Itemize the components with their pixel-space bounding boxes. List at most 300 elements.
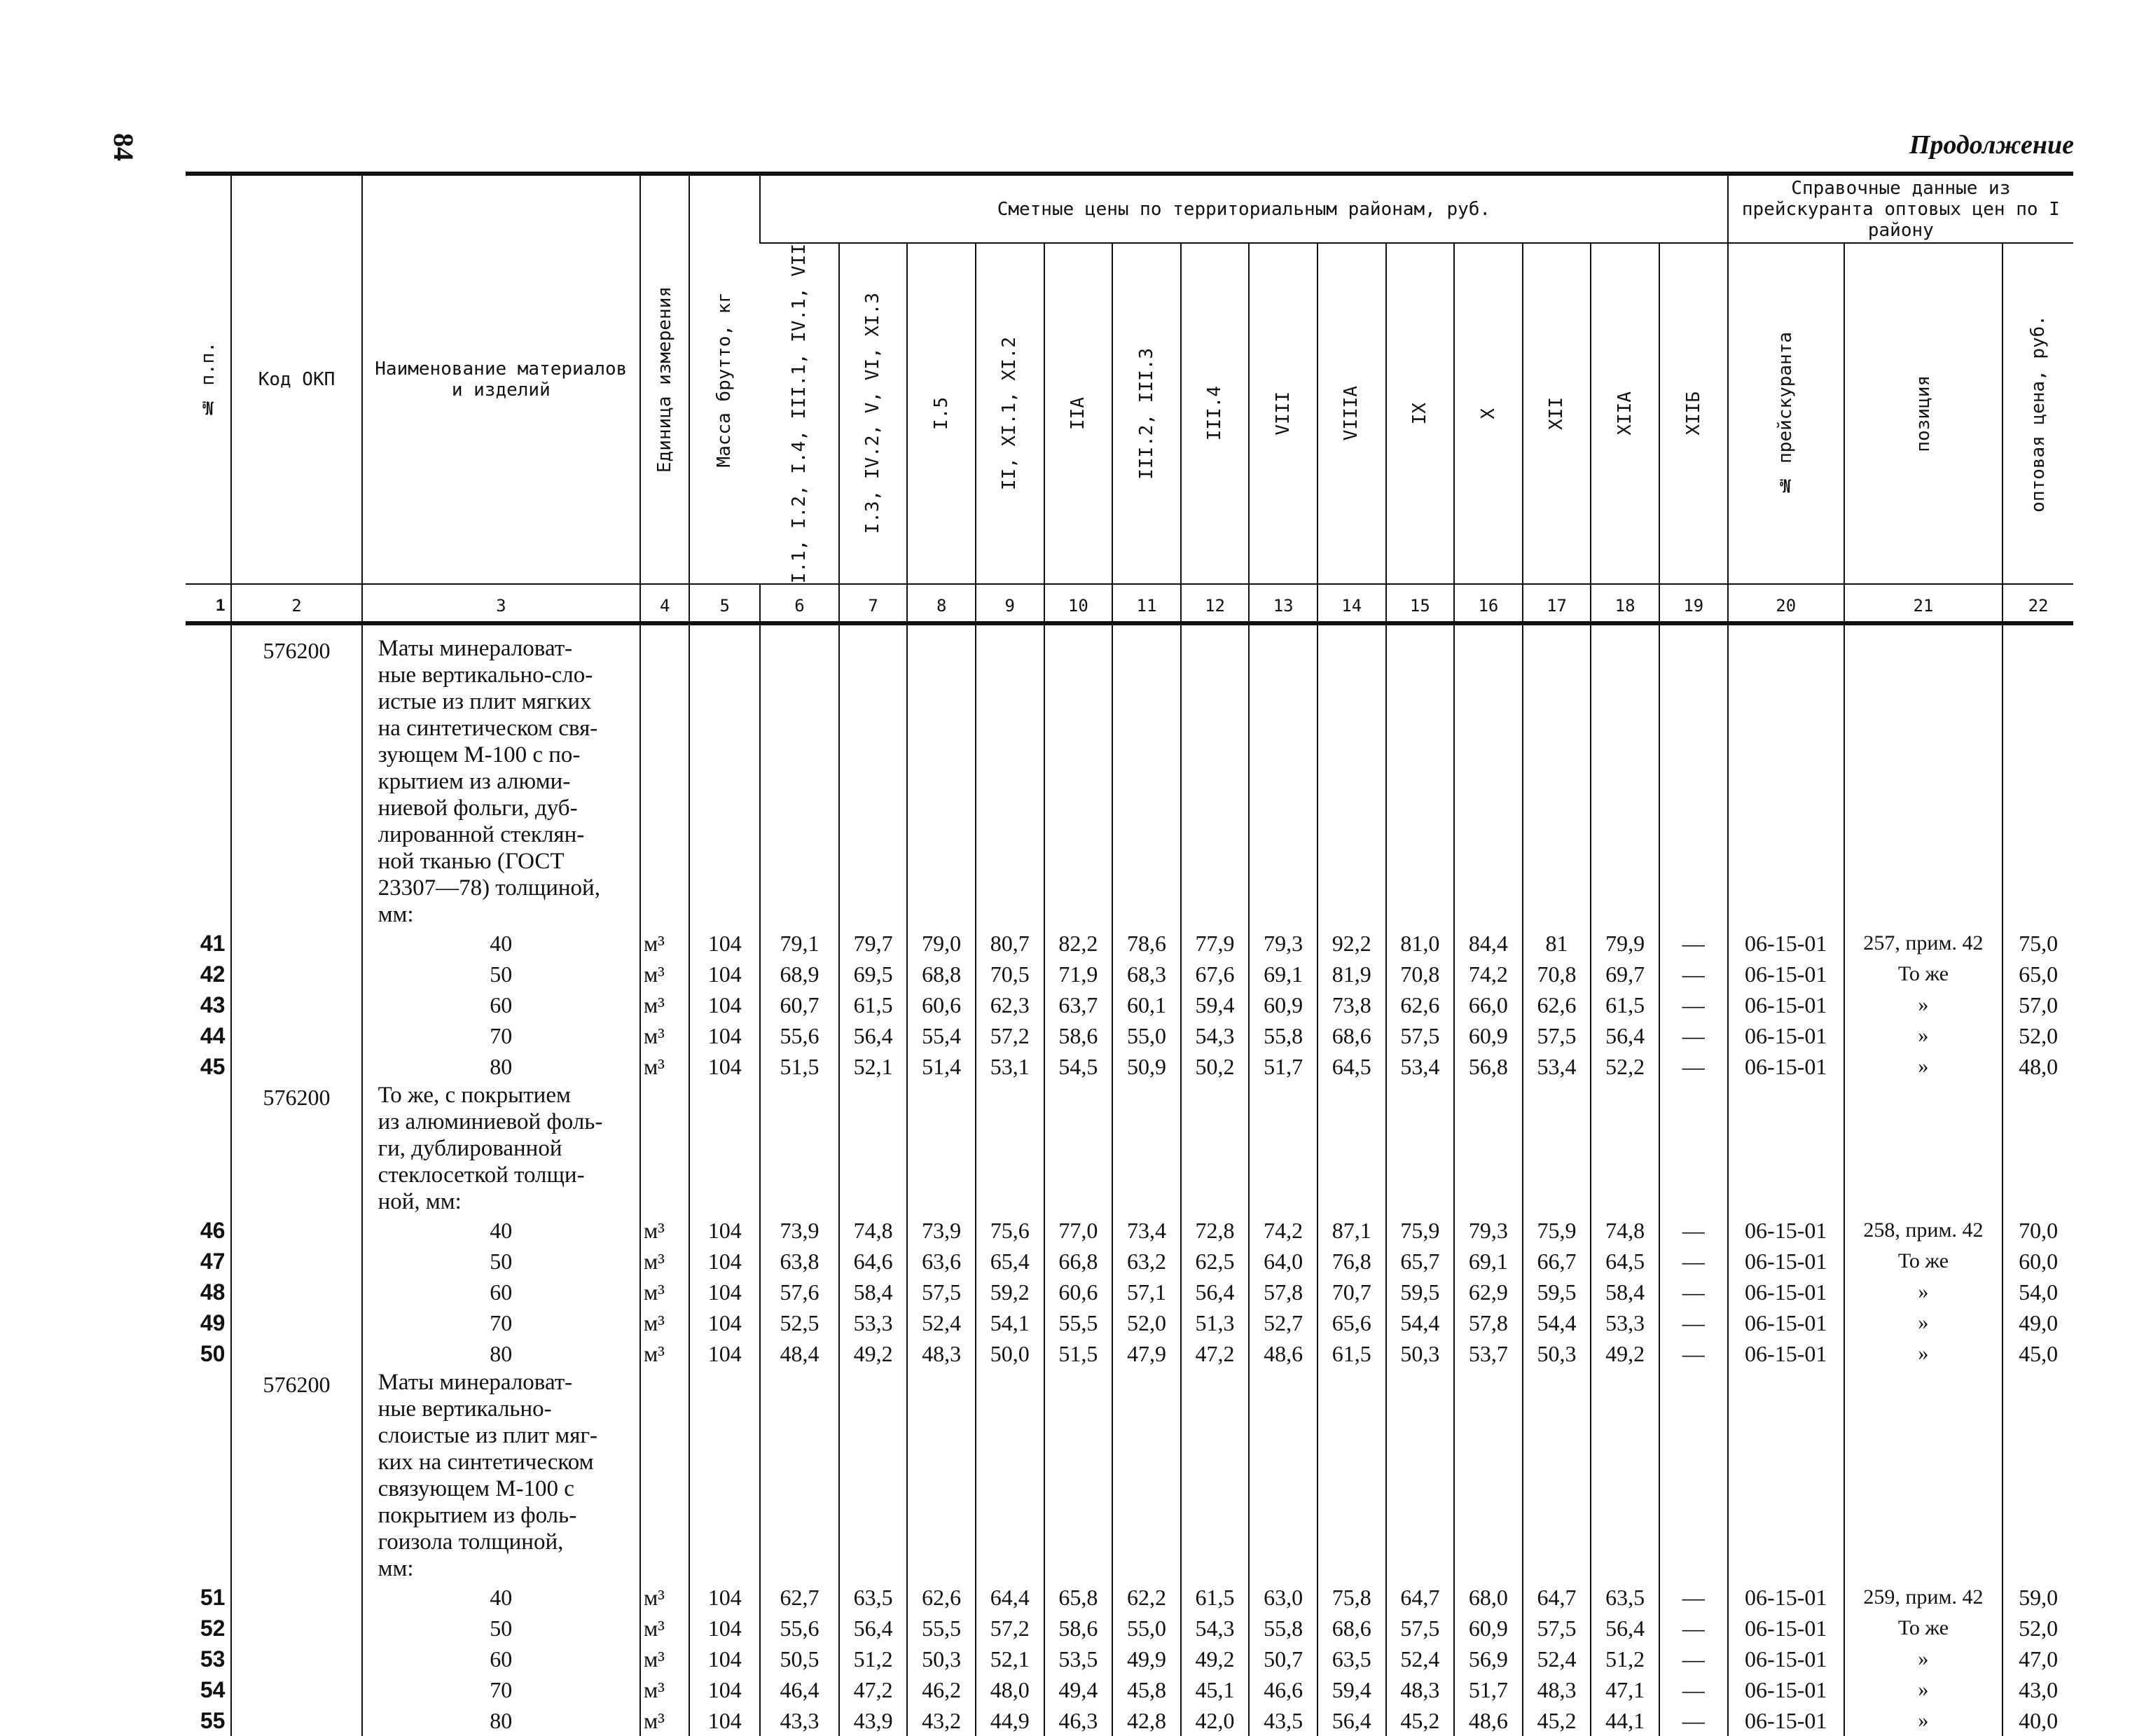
spacer-cell [1317, 623, 1386, 635]
thickness: 70 [362, 1020, 640, 1051]
region-price: — [1659, 1277, 1728, 1307]
row-index: 49 [200, 1310, 226, 1336]
mass: 104 [689, 1246, 760, 1277]
pricelist-number: 06-15-01 [1728, 1307, 1844, 1338]
region-price: 52,4 [907, 1307, 976, 1338]
thickness: 40 [362, 1582, 640, 1613]
material-name-line: стеклосеткой толщи- [378, 1162, 585, 1188]
region-price: 64,6 [839, 1246, 908, 1277]
region-price: 52,2 [1591, 1051, 1659, 1082]
region-price: 60,9 [1454, 1020, 1523, 1051]
spacer-cell [907, 623, 976, 635]
region-price: 55,0 [1112, 1613, 1181, 1644]
header-region-label: I.3, IV.2, V, VI, XI.3 [862, 293, 884, 534]
region-price: 56,4 [1591, 1020, 1659, 1051]
header-region-label: III.4 [1204, 386, 1226, 441]
empty-cell [760, 1369, 839, 1582]
region-price: 71,9 [1044, 959, 1113, 989]
table-row [186, 1644, 2073, 1674]
header-region-column [2003, 243, 2073, 584]
empty-cell [2003, 1369, 2073, 1582]
unit: м³ [640, 959, 689, 989]
region-price: 63,8 [760, 1246, 839, 1277]
region-price: 69,1 [1454, 1246, 1523, 1277]
region-price: 74,2 [1249, 1215, 1317, 1246]
empty-cell [1249, 1369, 1317, 1582]
region-price: 56,9 [1454, 1644, 1523, 1674]
region-price: 57,2 [976, 1613, 1044, 1644]
region-price: 59,4 [1181, 989, 1250, 1020]
region-price: 53,5 [1044, 1644, 1113, 1674]
table-row [186, 928, 2073, 959]
okp-code [231, 1215, 361, 1246]
pricelist-position: » [1844, 989, 2003, 1020]
pricelist-number: 06-15-01 [1728, 1020, 1844, 1051]
region-price: 77,0 [1044, 1215, 1113, 1246]
empty-cell [640, 635, 689, 928]
region-price: 62,6 [1386, 989, 1455, 1020]
row-index: 42 [200, 961, 226, 987]
pricelist-position: » [1844, 1644, 2003, 1674]
thickness: 60 [362, 989, 640, 1020]
pricelist-position: » [1844, 1338, 2003, 1369]
region-price: 81 [1523, 928, 1591, 959]
empty-cell [1523, 1369, 1591, 1582]
region-price: — [1659, 1613, 1728, 1644]
empty-cell [1844, 635, 2003, 928]
empty-cell [907, 635, 976, 928]
region-price: 73,9 [907, 1215, 976, 1246]
region-price: 64,7 [1386, 1582, 1455, 1613]
unit: м³ [640, 1338, 689, 1369]
empty-cell [907, 1369, 976, 1582]
empty-cell [1454, 635, 1523, 928]
thickness: 50 [362, 1613, 640, 1644]
thickness: 60 [362, 1644, 640, 1674]
header-region-column [1728, 243, 1844, 584]
material-name [362, 1082, 640, 1215]
region-price: 48,3 [907, 1338, 976, 1369]
pricelist-position: 259, прим. 42 [1844, 1582, 2003, 1613]
pricelist-position: » [1844, 1277, 2003, 1307]
table-row [186, 1246, 2073, 1277]
empty-cell [976, 635, 1044, 928]
mass: 104 [689, 1020, 760, 1051]
region-price: 51,5 [1044, 1338, 1113, 1369]
unit: м³ [640, 1277, 689, 1307]
wholesale-price: 60,0 [2003, 1246, 2073, 1277]
material-name-line: лированной стеклян- [378, 822, 585, 848]
unit: м³ [640, 1020, 689, 1051]
region-price: 66,0 [1454, 989, 1523, 1020]
region-price: 60,7 [760, 989, 839, 1020]
region-price: 73,9 [760, 1215, 839, 1246]
region-price: 82,2 [1044, 928, 1113, 959]
region-price: 50,2 [1181, 1051, 1250, 1082]
region-price: — [1659, 1307, 1728, 1338]
region-price: 79,9 [1591, 928, 1659, 959]
region-price: — [1659, 959, 1728, 989]
region-price: 54,3 [1181, 1613, 1250, 1644]
region-price: 53,3 [1591, 1307, 1659, 1338]
okp-code [231, 1613, 361, 1644]
wholesale-price: 57,0 [2003, 989, 2073, 1020]
material-name-line: 23307—78) толщиной, [378, 875, 600, 901]
column-number: 8 [907, 584, 976, 623]
region-price: 57,5 [1386, 1020, 1455, 1051]
pricelist-position: » [1844, 1307, 2003, 1338]
column-number: 17 [1523, 584, 1591, 623]
mass: 104 [689, 1644, 760, 1674]
material-name-line: Маты минераловат- [378, 636, 573, 662]
region-price: 57,8 [1454, 1307, 1523, 1338]
mass: 104 [689, 1613, 760, 1644]
unit: м³ [640, 1644, 689, 1674]
spacer-cell [231, 623, 361, 635]
region-price: 52,7 [1249, 1307, 1317, 1338]
region-price: 79,1 [760, 928, 839, 959]
row-index [186, 635, 231, 928]
region-price: 73,4 [1112, 1215, 1181, 1246]
row-index: 46 [200, 1218, 226, 1244]
okp-code [231, 989, 361, 1020]
table-row [186, 1307, 2073, 1338]
region-price: 65,7 [1386, 1246, 1455, 1277]
empty-cell [640, 1369, 689, 1582]
empty-cell [1728, 1082, 1844, 1215]
okp-code [231, 959, 361, 989]
spacer-cell [362, 623, 640, 635]
region-price: 43,5 [1249, 1705, 1317, 1736]
wholesale-price: 75,0 [2003, 928, 2073, 959]
header-region-column [1317, 243, 1386, 584]
spacer-cell [1112, 623, 1181, 635]
region-price: 62,6 [1523, 989, 1591, 1020]
row-index: 54 [200, 1677, 226, 1703]
pricelist-number: 06-15-01 [1728, 1277, 1844, 1307]
region-price: 47,2 [1181, 1338, 1250, 1369]
region-price: 52,0 [1112, 1307, 1181, 1338]
region-price: 68,6 [1317, 1020, 1386, 1051]
row-index [186, 1369, 231, 1582]
region-price: 73,8 [1317, 989, 1386, 1020]
mass: 104 [689, 1674, 760, 1705]
header-region-column [1181, 243, 1250, 584]
header-region-label: № прейскуранта [1775, 331, 1797, 496]
region-price: 65,4 [976, 1246, 1044, 1277]
table-row [186, 1215, 2073, 1246]
region-price: 43,2 [907, 1705, 976, 1736]
unit: м³ [640, 1307, 689, 1338]
region-price: 44,1 [1591, 1705, 1659, 1736]
empty-cell [1249, 1082, 1317, 1215]
material-name-line: мм: [378, 1556, 414, 1582]
region-price: 65,6 [1317, 1307, 1386, 1338]
column-number: 2 [231, 584, 361, 623]
unit: м³ [640, 1705, 689, 1736]
okp-code [231, 1674, 361, 1705]
empty-cell [1044, 1369, 1113, 1582]
header-okp: Код ОКП [231, 174, 361, 584]
empty-cell [689, 1082, 760, 1215]
header-price-group: Сметные цены по территориальным районам, руб. [760, 174, 1728, 243]
material-name-line: связующем М-100 с [378, 1476, 574, 1502]
pricelist-position: » [1844, 1020, 2003, 1051]
spacer-cell [976, 623, 1044, 635]
okp-code [231, 1020, 361, 1051]
unit: м³ [640, 1674, 689, 1705]
table-row [186, 959, 2073, 989]
thickness: 50 [362, 1246, 640, 1277]
empty-cell [2003, 1082, 2073, 1215]
row-index: 50 [200, 1341, 226, 1367]
region-price: 57,6 [760, 1277, 839, 1307]
empty-cell [1386, 635, 1455, 928]
region-price: 43,3 [760, 1705, 839, 1736]
region-price: 62,3 [976, 989, 1044, 1020]
region-price: 68,9 [760, 959, 839, 989]
region-price: 52,1 [976, 1644, 1044, 1674]
mass: 104 [689, 1582, 760, 1613]
pricelist-number: 06-15-01 [1728, 1246, 1844, 1277]
thickness: 50 [362, 959, 640, 989]
column-number: 14 [1317, 584, 1386, 623]
material-name-line: ные вертикально-сло- [378, 662, 593, 688]
material-name-line: слоистые из плит мяг- [378, 1423, 597, 1449]
region-price: 62,6 [907, 1582, 976, 1613]
region-price: 75,9 [1523, 1215, 1591, 1246]
header-region-label: I.1, I.2, I.4, III.1, IV.1, VII [788, 244, 810, 584]
region-price: 77,9 [1181, 928, 1250, 959]
material-name-line: истые из плит мягких [378, 689, 592, 715]
header-index: № п.п. [186, 174, 231, 584]
pricelist-number: 06-15-01 [1728, 1644, 1844, 1674]
header-region-label: оптовая цена, руб. [2027, 314, 2049, 513]
region-price: 52,4 [1523, 1644, 1591, 1674]
region-price: — [1659, 1582, 1728, 1613]
region-price: — [1659, 1674, 1728, 1705]
header-region-label: VIIIA [1341, 386, 1362, 441]
region-price: 69,7 [1591, 959, 1659, 989]
header-region-label: III.2, III.3 [1135, 347, 1157, 480]
pricelist-number: 06-15-01 [1728, 1338, 1844, 1369]
header-region-column [1112, 243, 1181, 584]
region-price: 70,7 [1317, 1277, 1386, 1307]
region-price: 55,6 [760, 1020, 839, 1051]
empty-cell [1844, 1369, 2003, 1582]
thickness: 40 [362, 928, 640, 959]
pricelist-number: 06-15-01 [1728, 989, 1844, 1020]
column-number: 5 [689, 584, 760, 623]
empty-cell [1181, 1082, 1250, 1215]
region-price: 57,5 [1523, 1613, 1591, 1644]
region-price: 46,2 [907, 1674, 976, 1705]
region-price: 70,5 [976, 959, 1044, 989]
row-index: 43 [200, 992, 226, 1018]
okp-code: 576200 [231, 1082, 361, 1215]
thickness: 80 [362, 1338, 640, 1369]
column-number: 3 [362, 584, 640, 623]
empty-cell [1728, 635, 1844, 928]
okp-code [231, 1582, 361, 1613]
region-price: 66,8 [1044, 1246, 1113, 1277]
region-price: 49,2 [1591, 1338, 1659, 1369]
region-price: 48,3 [1386, 1674, 1455, 1705]
material-name-line: из алюминиевой фоль- [378, 1109, 603, 1135]
region-price: — [1659, 1246, 1728, 1277]
group-heading-row [186, 635, 2073, 928]
row-index: 48 [200, 1279, 226, 1305]
thickness: 60 [362, 1277, 640, 1307]
material-name [362, 1369, 640, 1582]
region-price: 47,9 [1112, 1338, 1181, 1369]
region-price: 92,2 [1317, 928, 1386, 959]
wholesale-price: 52,0 [2003, 1020, 2073, 1051]
region-price: 62,9 [1454, 1277, 1523, 1307]
wholesale-price: 40,0 [2003, 1705, 2073, 1736]
empty-cell [1044, 1082, 1113, 1215]
okp-code [231, 1051, 361, 1082]
mass: 104 [689, 1338, 760, 1369]
region-price: 53,4 [1523, 1051, 1591, 1082]
unit: м³ [640, 1246, 689, 1277]
region-price: 60,9 [1454, 1613, 1523, 1644]
material-name-line: ких на синтетическом [378, 1450, 594, 1475]
region-price: 68,8 [907, 959, 976, 989]
table-row [186, 1613, 2073, 1644]
region-price: 48,4 [760, 1338, 839, 1369]
region-price: 53,4 [1386, 1051, 1455, 1082]
region-price: 64,5 [1317, 1051, 1386, 1082]
region-price: — [1659, 1705, 1728, 1736]
region-price: 48,6 [1249, 1338, 1317, 1369]
spacer-cell [1181, 623, 1250, 635]
region-price: 50,3 [1523, 1338, 1591, 1369]
region-price: 50,5 [760, 1644, 839, 1674]
region-price: 74,8 [1591, 1215, 1659, 1246]
wholesale-price: 52,0 [2003, 1613, 2073, 1644]
row-index: 51 [200, 1585, 226, 1611]
empty-cell [1659, 1082, 1728, 1215]
material-name-line: покрытием из фоль- [378, 1503, 577, 1529]
region-price: 45,1 [1181, 1674, 1250, 1705]
region-price: 46,3 [1044, 1705, 1113, 1736]
region-price: 47,1 [1591, 1674, 1659, 1705]
spacer-cell [1386, 623, 1455, 635]
pricelist-position: То же [1844, 1613, 2003, 1644]
region-price: 56,4 [1591, 1613, 1659, 1644]
unit: м³ [640, 928, 689, 959]
spacer-cell [2003, 623, 2073, 635]
region-price: 57,5 [1523, 1020, 1591, 1051]
column-number: 18 [1591, 584, 1659, 623]
region-price: 79,3 [1454, 1215, 1523, 1246]
region-price: — [1659, 928, 1728, 959]
region-price: 63,5 [1591, 1582, 1659, 1613]
table-row [186, 1705, 2073, 1736]
empty-cell [1386, 1082, 1455, 1215]
region-price: 58,4 [1591, 1277, 1659, 1307]
region-price: 50,0 [976, 1338, 1044, 1369]
material-name-line: гоизола толщиной, [378, 1529, 564, 1555]
column-number: 12 [1181, 584, 1250, 623]
region-price: 69,5 [839, 959, 908, 989]
row-index: 45 [200, 1054, 226, 1080]
region-price: 60,9 [1249, 989, 1317, 1020]
region-price: 51,7 [1454, 1674, 1523, 1705]
pricelist-number: 06-15-01 [1728, 1613, 1844, 1644]
header-region-label: IX [1409, 402, 1431, 425]
region-price: 62,7 [760, 1582, 839, 1613]
region-price: 55,0 [1112, 1020, 1181, 1051]
empty-cell [907, 1082, 976, 1215]
region-price: 81,9 [1317, 959, 1386, 989]
column-number: 21 [1844, 584, 2003, 623]
region-price: 65,8 [1044, 1582, 1113, 1613]
region-price: 59,2 [976, 1277, 1044, 1307]
region-price: — [1659, 1020, 1728, 1051]
region-price: 51,7 [1249, 1051, 1317, 1082]
region-price: 53,7 [1454, 1338, 1523, 1369]
continuation-label: Продолжение [1909, 130, 2074, 160]
region-price: 58,4 [839, 1277, 908, 1307]
column-number: 6 [760, 584, 839, 623]
region-price: 58,6 [1044, 1613, 1113, 1644]
header-region-column [976, 243, 1044, 584]
unit: м³ [640, 1613, 689, 1644]
region-price: 76,8 [1317, 1246, 1386, 1277]
region-price: 53,1 [976, 1051, 1044, 1082]
region-price: 45,2 [1386, 1705, 1455, 1736]
region-price: 60,6 [907, 989, 976, 1020]
column-number: 4 [640, 584, 689, 623]
region-price: 63,6 [907, 1246, 976, 1277]
header-region-label: позиция [1912, 375, 1934, 452]
pricelist-number: 06-15-01 [1728, 1215, 1844, 1246]
region-price: 57,5 [1386, 1613, 1455, 1644]
region-price: 49,2 [839, 1338, 908, 1369]
region-price: 49,9 [1112, 1644, 1181, 1674]
empty-cell [689, 635, 760, 928]
region-price: 56,4 [1181, 1277, 1250, 1307]
header-region-label: X [1477, 408, 1499, 419]
region-price: 78,6 [1112, 928, 1181, 959]
header-region-label: IIA [1067, 397, 1089, 431]
spacer-cell [1454, 623, 1523, 635]
region-price: 50,7 [1249, 1644, 1317, 1674]
region-price: 52,5 [760, 1307, 839, 1338]
region-price: 51,5 [760, 1051, 839, 1082]
column-number: 20 [1728, 584, 1844, 623]
wholesale-price: 54,0 [2003, 1277, 2073, 1307]
material-name-line: То же, с покрытием [378, 1083, 571, 1109]
wholesale-price: 59,0 [2003, 1582, 2073, 1613]
empty-cell [1591, 1082, 1659, 1215]
mass: 104 [689, 1307, 760, 1338]
wholesale-price: 45,0 [2003, 1338, 2073, 1369]
price-table [186, 172, 2073, 1736]
empty-cell [1591, 1369, 1659, 1582]
header-unit: Единица измерения [640, 174, 689, 584]
table-header [186, 174, 2073, 584]
region-price: 56,4 [839, 1613, 908, 1644]
region-price: 55,8 [1249, 1020, 1317, 1051]
row-index: 55 [200, 1708, 226, 1734]
region-price: 61,5 [839, 989, 908, 1020]
region-price: 80,7 [976, 928, 1044, 959]
region-price: 79,0 [907, 928, 976, 959]
region-price: 51,4 [907, 1051, 976, 1082]
